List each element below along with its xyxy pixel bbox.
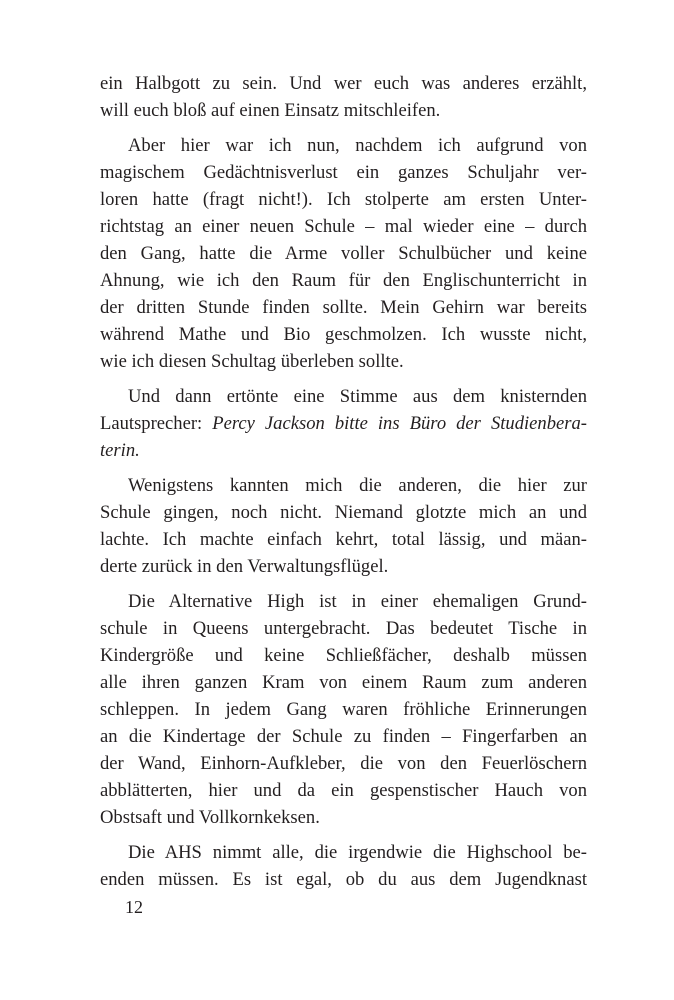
italic-announcement: terin. <box>100 440 140 461</box>
text-line: Die Alternative High ist in einer ehemaligen Grund- <box>128 591 587 612</box>
text-line: lachte. Ich machte einfach kehrt, total lässig, und mäan- <box>100 529 587 550</box>
text-line: Schule gingen, noch nicht. Niemand glotzte mich an und <box>100 502 587 523</box>
text-line: Obstsaft und Vollkornkeksen. <box>100 807 320 828</box>
text-line: richtstag an einer neuen Schule – mal wieder eine – durch <box>100 216 587 237</box>
text-line: wie ich diesen Schultag überleben sollte. <box>100 351 404 372</box>
text-line: will euch bloß auf einen Einsatz mitschleifen. <box>100 100 441 121</box>
text-line <box>100 410 587 437</box>
text-line: ein Halbgott zu sein. Und wer euch was anderes erzählt, <box>100 73 587 94</box>
paragraph <box>100 70 587 124</box>
text-line: der dritten Stunde finden sollte. Mein Gehirn war bereits <box>100 297 587 318</box>
text-line: Wenigstens kannten mich die anderen, die hier zur <box>128 475 587 496</box>
paragraph <box>100 839 587 893</box>
text-line: Kindergröße und keine Schließfächer, deshalb müssen <box>100 645 587 666</box>
paragraph <box>100 472 587 580</box>
text-line: schule in Queens untergebracht. Das bedeutet Tische in <box>100 618 587 639</box>
text-line: an die Kindertage der Schule zu finden – Fingerfarben an <box>100 726 587 747</box>
text-line: der Wand, Einhorn-Aufkleber, die von den Feuerlöschern <box>100 753 587 774</box>
text-line: loren hatte (fragt nicht!). Ich stolperte am ersten Unter- <box>100 189 587 210</box>
page-number: 12 <box>125 897 143 917</box>
text-line: alle ihren ganzen Kram von einem Raum zum anderen <box>100 672 587 693</box>
text-line <box>100 437 587 464</box>
text-line: Aber hier war ich nun, nachdem ich aufgrund von <box>128 135 587 156</box>
text-run: Lautsprecher: <box>100 413 213 434</box>
italic-announcement: Percy Jackson bitte ins Büro der Studienbera- <box>212 413 587 434</box>
text-line: enden müssen. Es ist egal, ob du aus dem Jugendknast <box>100 869 587 890</box>
text-line: Ahnung, wie ich den Raum für den Englischunterricht in <box>100 270 587 291</box>
text-line: derte zurück in den Verwaltungsflügel. <box>100 556 389 577</box>
text-line: Die AHS nimmt alle, die irgendwie die Highschool be- <box>128 842 587 863</box>
body-text <box>100 70 587 893</box>
text-line: während Mathe und Bio geschmolzen. Ich wusste nicht, <box>100 324 587 345</box>
paragraph <box>100 132 587 375</box>
text-line: magischem Gedächtnisverlust ein ganzes Schuljahr ver- <box>100 162 587 183</box>
paragraph <box>100 383 587 464</box>
text-line: den Gang, hatte die Arme voller Schulbücher und keine <box>100 243 587 264</box>
text-line: Und dann ertönte eine Stimme aus dem knisternden <box>128 386 587 407</box>
text-line: schleppen. In jedem Gang waren fröhliche Erinnerungen <box>100 699 587 720</box>
text-line: abblätterten, hier und da ein gespenstischer Hauch von <box>100 780 587 801</box>
paragraph <box>100 588 587 831</box>
